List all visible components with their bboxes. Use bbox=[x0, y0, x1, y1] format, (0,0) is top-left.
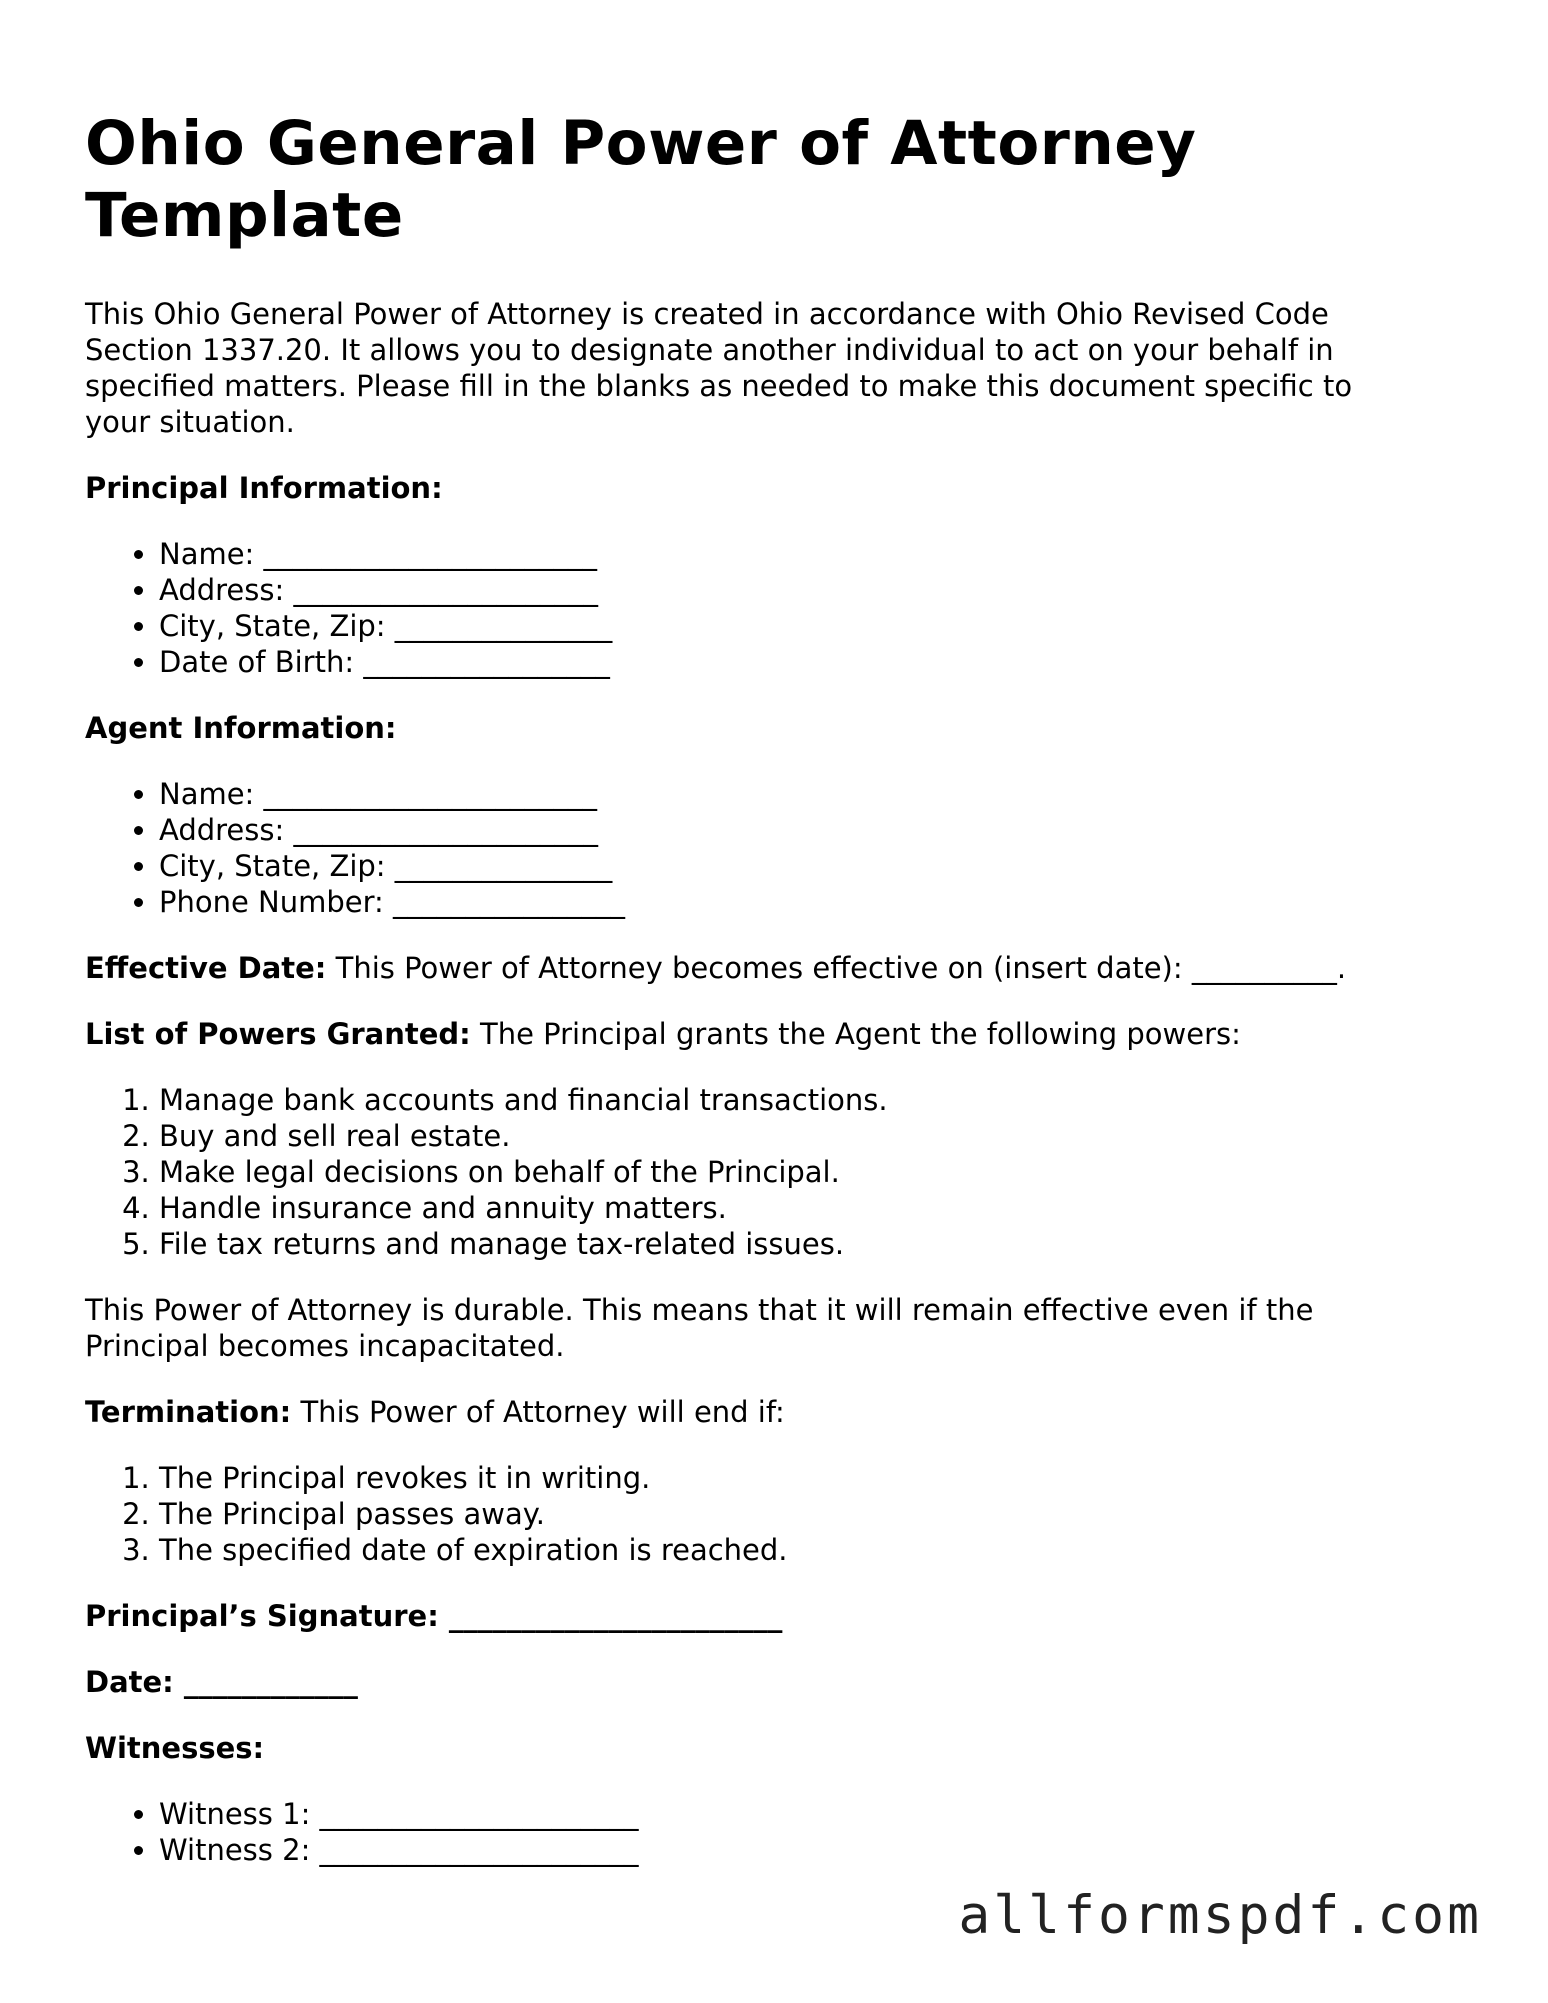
witness-1-field: • Witness 1: ______________________ bbox=[159, 1796, 1485, 1832]
power-item: 4. Handle insurance and annuity matters. bbox=[159, 1190, 1485, 1226]
durable-paragraph: This Power of Attorney is durable. This means that it will remain effective even if the Principal becomes incapacitated. bbox=[85, 1293, 1314, 1363]
document-title: Ohio General Power of Attorney Template bbox=[85, 108, 1197, 251]
witness-2-field: • Witness 2: ______________________ bbox=[159, 1832, 1485, 1868]
effective-date-paragraph bbox=[85, 950, 1485, 986]
principal-city-field: • City, State, Zip: _______________ bbox=[159, 608, 1485, 644]
powers-label: List of Powers Granted: bbox=[85, 1017, 471, 1051]
termination-paragraph bbox=[85, 1394, 1485, 1430]
termination-item: 3. The specified date of expiration is reached. bbox=[159, 1532, 1485, 1568]
agent-heading: Agent Information: bbox=[85, 711, 397, 745]
agent-fields-list bbox=[85, 776, 1485, 920]
effective-date-text: This Power of Attorney becomes effective on (insert date): __________. bbox=[326, 951, 1347, 985]
termination-list bbox=[85, 1460, 1485, 1568]
agent-phone-field: • Phone Number: ________________ bbox=[159, 884, 1485, 920]
termination-label: Termination: bbox=[85, 1395, 292, 1429]
termination-item: 2. The Principal passes away. bbox=[159, 1496, 1485, 1532]
power-item: 3. Make legal decisions on behalf of the Principal. bbox=[159, 1154, 1485, 1190]
powers-text: The Principal grants the Agent the following powers: bbox=[470, 1017, 1241, 1051]
witnesses-list bbox=[85, 1796, 1485, 1868]
principal-signature-line: Principal’s Signature: _______________________ bbox=[85, 1599, 783, 1633]
power-item: 5. File tax returns and manage tax-related issues. bbox=[159, 1226, 1485, 1262]
principal-dob-field: • Date of Birth: _________________ bbox=[159, 644, 1485, 680]
witnesses-heading: Witnesses: bbox=[85, 1731, 265, 1765]
agent-name-field: • Name: _______________________ bbox=[159, 776, 1485, 812]
effective-date-label: Effective Date: bbox=[85, 951, 327, 985]
agent-address-field: • Address: _____________________ bbox=[159, 812, 1485, 848]
powers-paragraph bbox=[85, 1016, 1485, 1052]
site-watermark: allformspdf.com bbox=[958, 1885, 1482, 1946]
document-page bbox=[85, 108, 1485, 1898]
power-item: 1. Manage bank accounts and financial transactions. bbox=[159, 1082, 1485, 1118]
date-line: Date: ____________ bbox=[85, 1665, 358, 1699]
principal-name-field: • Name: _______________________ bbox=[159, 536, 1485, 572]
principal-heading: Principal Information: bbox=[85, 471, 443, 505]
termination-item: 1. The Principal revokes it in writing. bbox=[159, 1460, 1485, 1496]
intro-paragraph: This Ohio General Power of Attorney is created in accordance with Ohio Revised Code Section 1337.20. It allows you to designate another individual to act on your behalf in specified matters. Please fill in the blanks as needed to make this document specific to your situation. bbox=[85, 297, 1353, 439]
powers-list bbox=[85, 1082, 1485, 1262]
termination-text: This Power of Attorney will end if: bbox=[291, 1395, 785, 1429]
power-item: 2. Buy and sell real estate. bbox=[159, 1118, 1485, 1154]
principal-fields-list bbox=[85, 536, 1485, 680]
agent-city-field: • City, State, Zip: _______________ bbox=[159, 848, 1485, 884]
principal-address-field: • Address: _____________________ bbox=[159, 572, 1485, 608]
